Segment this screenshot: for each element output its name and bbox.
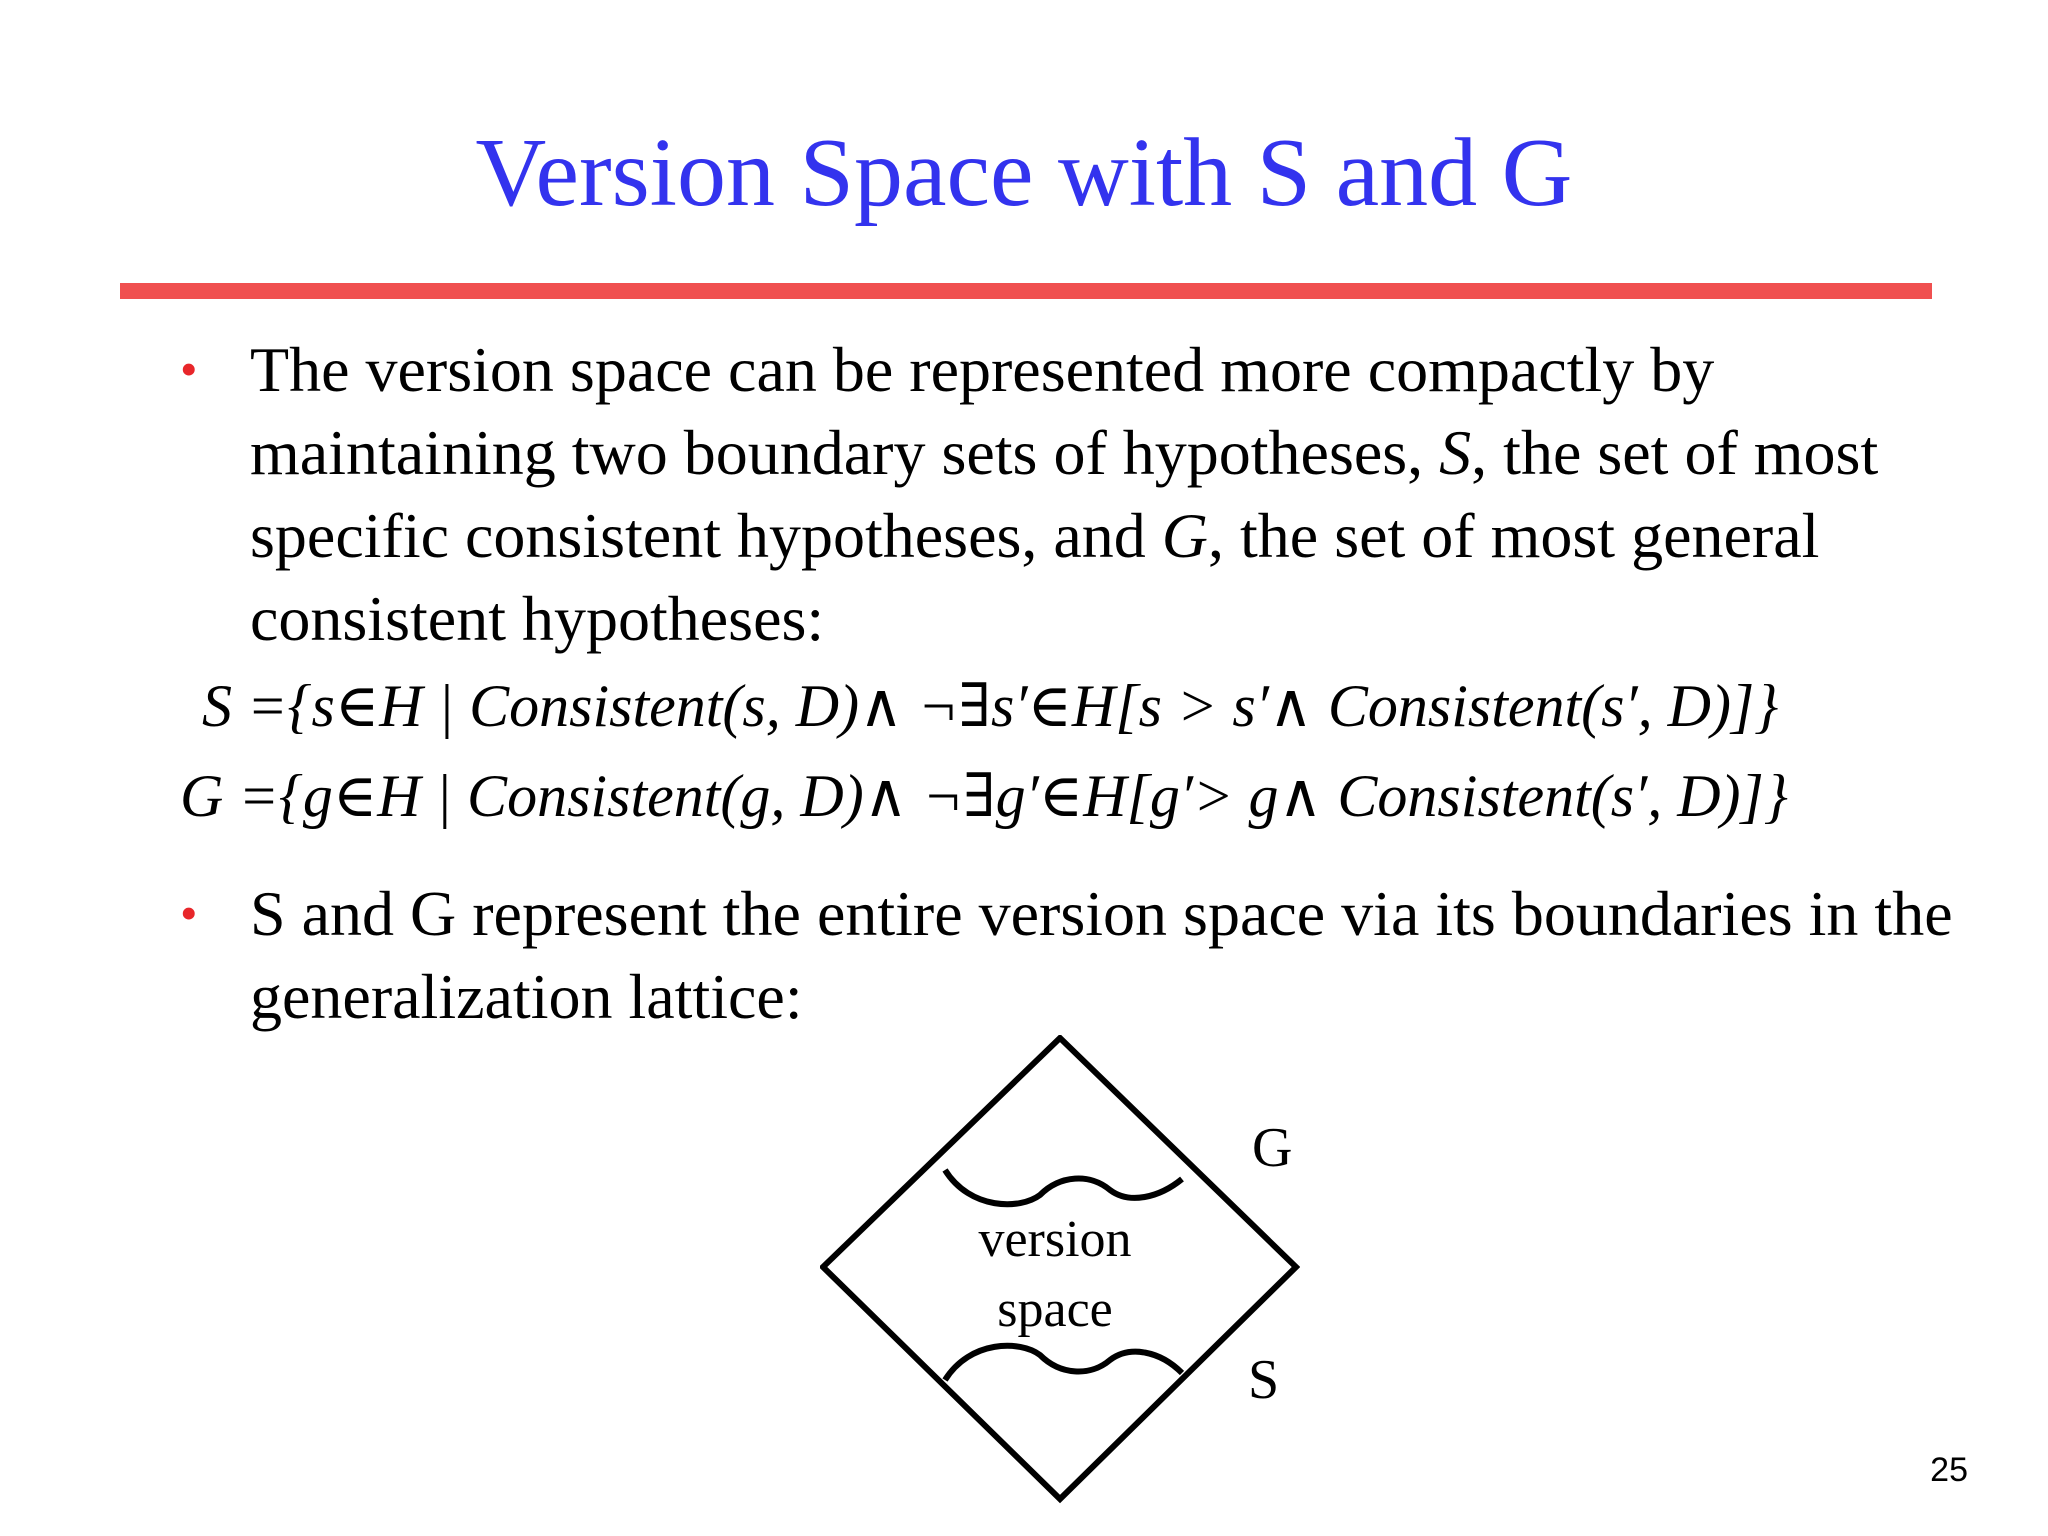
s-boundary-curve — [945, 1346, 1182, 1380]
bullet-dot-icon: • — [180, 885, 198, 941]
bullet-item-lattice — [180, 872, 2000, 1038]
version-space-label-line2: space — [997, 1281, 1113, 1338]
slide-title: Version Space with S and G — [475, 119, 1573, 227]
bullet-text-part3: , the set of most general consistent hypotheses: — [250, 500, 1820, 654]
bullet-item-boundary-sets — [180, 328, 1930, 660]
bullet-text: S and G represent the entire version space via its boundaries in the generalization lattice: — [250, 878, 1953, 1032]
bullet-dot-icon: • — [180, 341, 198, 397]
page-number: 25 — [1930, 1451, 1968, 1489]
g-set-symbol: G — [1161, 500, 1208, 571]
bullet-text-part1: The version space can be represented more compactly by maintaining two boundary sets of hypotheses, — [250, 334, 1715, 488]
g-boundary-curve — [945, 1170, 1182, 1204]
g-formula-text: G ={g∈H | Consistent(g, D)∧ ¬∃g′∈H[g′> g∧ Consistent(s′, D)]} — [180, 763, 1788, 829]
title-divider — [120, 283, 1932, 299]
s-set-formula — [202, 666, 1778, 746]
bullet-text-part2: , the set of most specific consistent hypotheses, and — [250, 417, 1879, 571]
version-space-label — [955, 1205, 1155, 1345]
s-set-symbol: S — [1439, 417, 1472, 488]
g-boundary-label: G — [1252, 1117, 1293, 1179]
g-set-formula — [180, 756, 1788, 836]
s-formula-text: S ={s∈H | Consistent(s, D)∧ ¬∃s′∈H[s > s′∧ Consistent(s′, D)]} — [202, 673, 1779, 739]
version-space-label-line1: version — [978, 1211, 1132, 1268]
s-boundary-label: S — [1248, 1349, 1280, 1411]
